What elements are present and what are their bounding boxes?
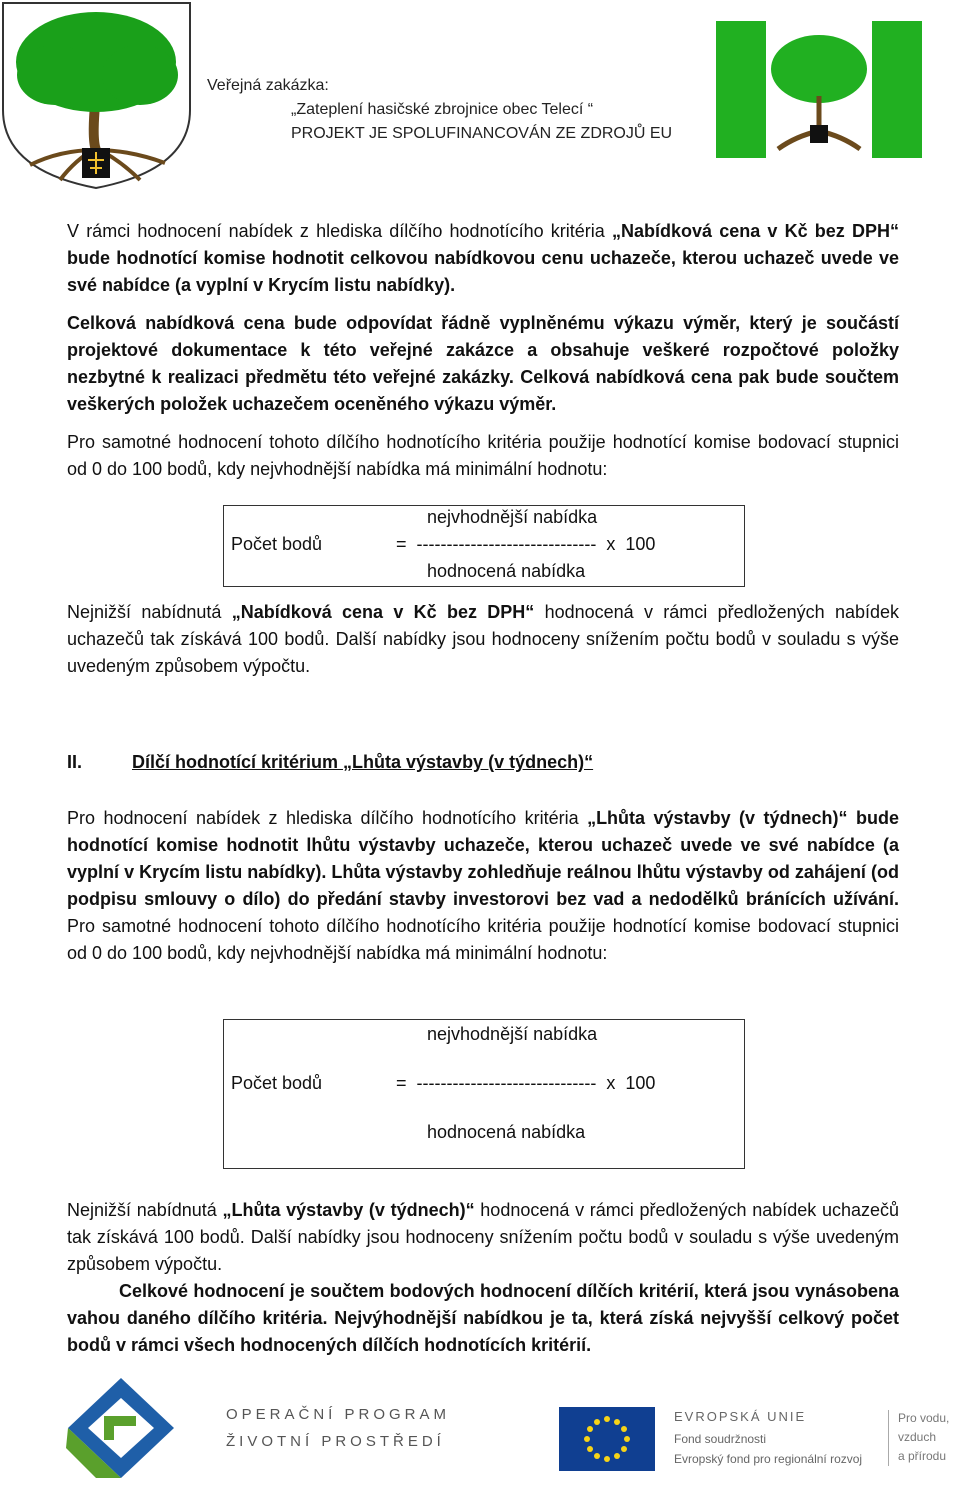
para3-text: Pro samotné hodnocení tohoto dílčího hodnotícího kritéria použije hodnotící komise bodovací stupnici od 0 do 100 bodů, kdy nejvhodnější nabídka má minimální hodnotu: xyxy=(67,432,899,479)
para4-text-a: Nejnižší nabídnutá xyxy=(67,602,232,622)
paragraph-price-criterion xyxy=(67,218,899,299)
para5-bold: „Lhůta výstavby (v týdnech)“ bude hodnotící komise hodnotit lhůtu výstavby uchazeče, kterou uchazeč uvede ve své nabídce (a vyplní v Krycím listu nabídky). Lhůta výstavby zohledňuje reálnou lhůtu výstavby od zahájení (od podpisu smlouvy o dílo) do předání stavby investorovi bez vad a nedodělků bránících užívání. xyxy=(67,808,899,909)
formula-equation-line: = ------------------------------ x 100 xyxy=(396,1073,656,1093)
section-title: Dílčí hodnotící kritérium „Lhůta výstavby (v týdnech)“ xyxy=(132,752,594,772)
paragraph-lowest-price xyxy=(67,599,899,680)
para6-text-c: hodnocená v rámci předložených nabídek uchazečů tak získává 100 bodů. Další nabídky jsou hodnoceny snížením počtu bodů v souladu s výše uvedeným způsobem výpočtu. xyxy=(67,1200,899,1274)
motto-line3: a přírodu xyxy=(898,1449,947,1463)
eu-line1: EVROPSKÁ UNIE xyxy=(674,1409,807,1424)
para5-text-c: Pro samotné hodnocení tohoto dílčího hodnotícího kritéria použije hodnotící komise bodovací stupnici od 0 do 100 bodů, kdy nejvhodnější nabídka má minimální hodnotu: xyxy=(67,916,899,963)
formula-box-price xyxy=(223,505,745,587)
op-program-label xyxy=(226,1406,450,1450)
coat-of-arms-logo xyxy=(0,0,194,190)
header-text xyxy=(207,74,672,146)
op-line1: OPERAČNÍ PROGRAM xyxy=(226,1406,451,1423)
para5-text-a: Pro hodnocení nabídek z hlediska dílčího hodnotícího kritéria xyxy=(67,808,588,828)
header-title: „Zateplení hasičské zbrojnice obec Telecí “ xyxy=(291,101,594,118)
eu-line3: Evropský fond pro regionální rozvoj xyxy=(674,1452,863,1466)
municipal-flag-logo xyxy=(716,21,922,158)
paragraph-time-criterion xyxy=(67,805,899,967)
formula-equation-line: = ------------------------------ x 100 xyxy=(396,534,656,554)
para6-text-a: Nejnižší nabídnutá xyxy=(67,1200,223,1220)
para1-text: V rámci hodnocení nabídek z hlediska dílčího hodnotícího kritéria xyxy=(67,221,612,241)
section-heading xyxy=(67,752,899,779)
para4-bold: „Nabídková cena v Kč bez DPH“ xyxy=(231,602,535,622)
footer-divider xyxy=(888,1410,889,1466)
para1-bold: „Nabídková cena v Kč bez DPH“ bude hodnotící komise hodnotit celkovou nabídkovou cenu uchazeče, kterou uchazeč uvede ve své nabídce (a vyplní v Krycím listu nabídky). xyxy=(67,221,900,295)
formula-label: Počet bodů xyxy=(231,534,323,554)
section-number: II. xyxy=(67,752,83,772)
paragraph-total-price xyxy=(67,310,899,418)
formula-denominator: hodnocená nabídka xyxy=(427,561,586,581)
header-label: Veřejná zakázka: xyxy=(207,77,329,94)
header-funding: PROJEKT JE SPOLUFINANCOVÁN ZE ZDROJŮ EU xyxy=(291,125,673,142)
paragraph-lowest-time xyxy=(67,1197,899,1278)
eu-motto xyxy=(898,1410,949,1465)
op-zp-logo xyxy=(66,1376,176,1480)
op-line2: ŽIVOTNÍ PROSTŘEDÍ xyxy=(226,1433,445,1450)
paragraph-scoring-scale-1 xyxy=(67,429,899,483)
motto-line2: vzduch xyxy=(898,1430,937,1444)
eu-line2: Fond soudržnosti xyxy=(674,1432,767,1446)
paragraph-overall-evaluation xyxy=(67,1278,899,1359)
para4-text-c: hodnocená v rámci předložených nabídek uchazečů tak získává 100 bodů. Další nabídky jsou hodnoceny snížením počtu bodů v souladu s výše uvedeným způsobem výpočtu. xyxy=(67,602,899,676)
motto-line1: Pro vodu, xyxy=(898,1411,950,1425)
eu-fund-label xyxy=(674,1408,862,1468)
eu-flag-logo xyxy=(559,1407,655,1471)
formula-numerator: nejvhodnější nabídka xyxy=(427,1024,598,1044)
formula-numerator: nejvhodnější nabídka xyxy=(427,507,598,527)
formula-denominator: hodnocená nabídka xyxy=(427,1122,586,1142)
para7-bold: Celkové hodnocení je součtem bodových hodnocení dílčích kritérií, která jsou vynásobena vahou daného dílčího kritéria. Nejvýhodnější nabídkou je ta, která získá nejvyšší celkový počet bodů v rámci všech hodnocených dílčích hodnotících kritérií. xyxy=(67,1281,899,1355)
para2-bold: Celková nabídková cena bude odpovídat řádně vyplněnému výkazu výměr, který je součástí projektové dokumentace k této veřejné zakázce a obsahuje veškeré rozpočtové položky nezbytné k realizaci předmětu této veřejné zakázky. Celková nabídková cena pak bude součtem veškerých položek uchazečem oceněného výkazu výměr. xyxy=(67,313,899,414)
formula-box-time xyxy=(223,1019,745,1169)
formula-label: Počet bodů xyxy=(231,1073,323,1093)
para6-bold: „Lhůta výstavby (v týdnech)“ xyxy=(222,1200,475,1220)
